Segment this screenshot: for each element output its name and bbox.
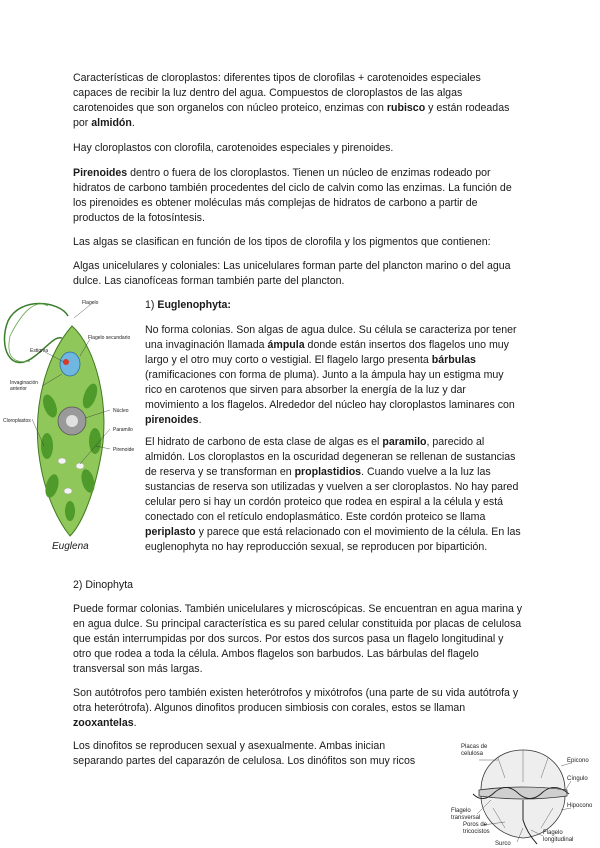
label-flagelo-transversal: Flagelo (451, 808, 471, 814)
label-pirenoide: Pirenoide (113, 447, 135, 453)
paragraph-chloroplasts: Características de cloroplastos: diferentes tipos de clorofilas + carotenoides especiales capaces de recibir la luz dentro del agua. Compuestos de cloroplastos de las algas carotenoides que son organelos con núcleo proteico, enzimas con rubisco y están rodeadas por almidón. (73, 72, 510, 129)
euglena-figure (0, 296, 140, 554)
label-estigma: Estigma (30, 348, 49, 354)
paragraph-classification: Las algas se clasifican en función de los tipos de clorofila y los pigmentos que contienen: (73, 236, 491, 248)
label-nucleo: Núcleo (113, 408, 129, 414)
paragraph-euglenophyta-2: El hidrato de carbono de esta clase de algas es el paramilo, parecido al almidón. Los cloroplastos en la oscuridad degeneran se rellenan de sustancias de reserva y se transforman en proplastidios. Cuando vuelve a la luz las sustancias de reserva son utilizadas y vuelven a ser cloroplastos. No hay pared celular pero si hay un cordón proteico que rodea en espiral a la célula y está conectado con el retículo endoplasmático. Este cordón proteico se llama periplasto y parece que está relacionado con el movimiento de la célula. En las euglenophyta no hay reproducción sexual, se reproducen por bipartición. (145, 436, 521, 553)
label-poros: Poros de (463, 822, 488, 828)
dinoflagellate-figure (443, 738, 600, 848)
label-paramilo: Paramilo (113, 427, 133, 433)
label-flagelo: Flagelo (82, 300, 99, 306)
label-placas: Placas de (461, 744, 488, 750)
label-cloroplastos: Cloroplastos (3, 418, 31, 424)
paragraph-chloroplast-types: Hay cloroplastos con clorofila, carotenoides especiales y pirenoides. (73, 142, 394, 154)
paragraph-pirenoides: Pirenoides dentro o fuera de los cloroplastos. Tienen un núcleo de enzimas rodeado por hidratos de carbono también procedentes del ciclo de calvin como las enzimas. La función de los pirenoides es obtener moléculas más complejas de hidratos de carbono a partir de productos de la fotosíntesis. (73, 167, 512, 224)
label-transversal: transversal (451, 815, 481, 821)
paragraph-euglenophyta-1: No forma colonias. Son algas de agua dulce. Su célula se caracteriza por tener una invaginación llamada ámpula donde están insertos dos flagelos uno muy largo y el otro muy corto o vestigial. El flagelo largo presenta bárbulas (ramificaciones con forma de pluma). Junto a la ámpula hay un estigma muy rico en carotenos que sirven para absorber la energía de la luz y dar movimiento a los flagelos. Alrededor del núcleo hay cloroplastos laminares con pirenoides. (145, 324, 517, 426)
label-surco: Surco (495, 841, 511, 847)
heading-dinophyta: 2) Dinophyta (73, 579, 134, 591)
label-tricocistos: tricocistos (463, 829, 490, 835)
label-flagelo-longitudinal: Flagelo (543, 830, 563, 836)
euglena-caption: Euglena (52, 541, 89, 552)
label-hipocono: Hipocono (567, 803, 593, 809)
label-epicono: Epicono (567, 758, 589, 764)
label-celulosa: celulosa (461, 751, 484, 757)
label-longitudinal: longitudinal (543, 837, 574, 843)
heading-euglenophyta: 1) Euglenophyta: (145, 299, 231, 311)
label-cingulo: Cíngulo (567, 776, 588, 782)
label-invaginacion: Invaginación (10, 380, 39, 386)
paragraph-dinophyta-2: Son autótrofos pero también existen heterótrofos y mixótrofos (una parte de su vida autótrofa y otra heterótrofa). Algunos dinofitos producen simbiosis con corales, estos se llaman zooxantelas. (73, 687, 519, 729)
label-flagelo-secundario: Flagelo secundario (88, 335, 131, 341)
paragraph-dinophyta-3: Los dinofitos se reproducen sexual y asexualmente. Ambas inician separando partes del caparazón de celulosa. Los dinófitos son muy ricos (73, 740, 416, 767)
paragraph-unicellular: Algas unicelulares y coloniales: Las unicelulares forman parte del plancton marino o del agua dulce. Las cianofíceas forman también parte del plancton. (73, 260, 511, 287)
paragraph-dinophyta-1: Puede formar colonias. También unicelulares y microscópicas. Se encuentran en agua marina y en agua dulce. Su principal característica es su pared celular constituida por placas de celulosa que están interrumpidas por dos surcos. Por estos dos surcos pasa un flagelo longitudinal y otro que rodea a toda la célula. Ambos flagelos son barbudos. Las bárbulas del flagelo transversal son más largas. (73, 603, 523, 675)
label-invaginacion-anterior: anterior (10, 386, 27, 392)
